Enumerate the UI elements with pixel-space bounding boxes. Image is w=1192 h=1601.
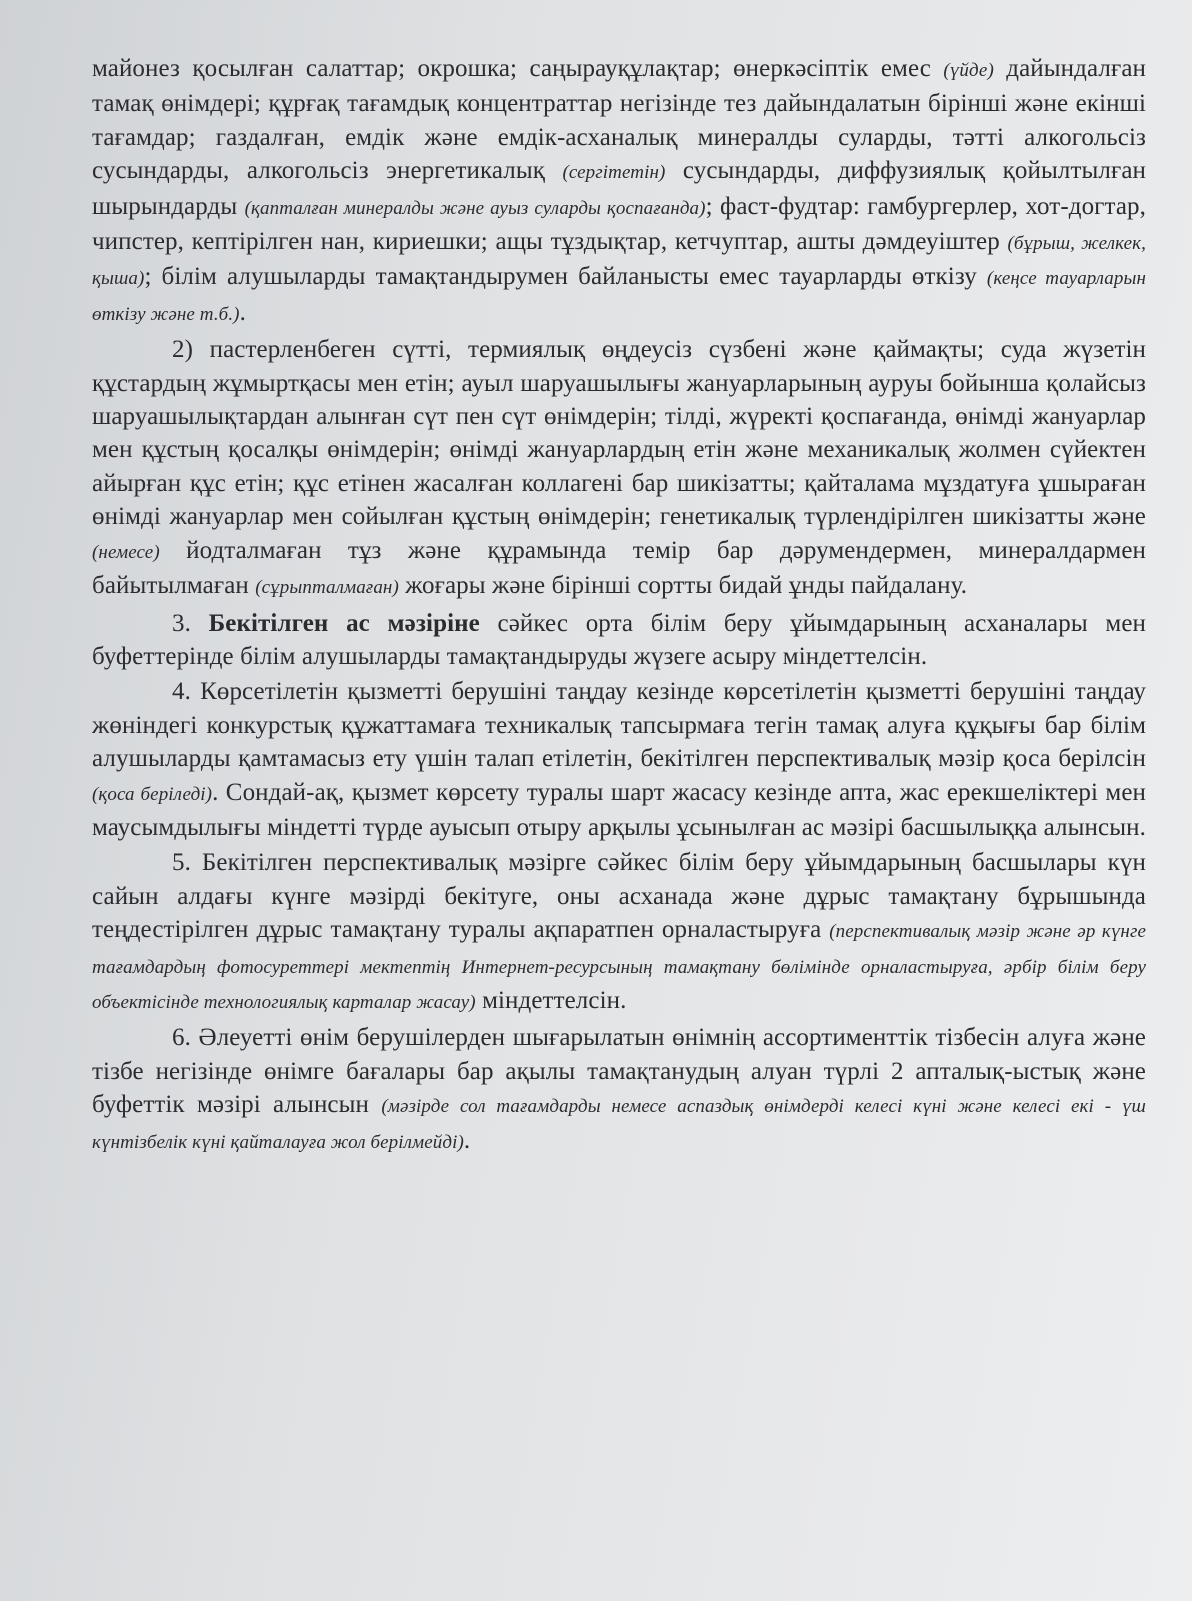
text-segment: сәйкес орта білім беру ұйымдарының асханалары мен буфеттерінде білім алушыларды тамақтандыруды жүзеге асыру міндеттелсін. [92,609,1147,670]
paragraph-1-continuation [92,52,1146,331]
text-segment: сусындарды, диффузиялық қойылтылған шырындарды [92,157,1146,220]
note-segment: (сергітетін) [562,162,666,184]
note-segment: (бұрыш, желкек, қыша) [92,233,1146,290]
text-segment: міндеттелсін. [475,986,627,1014]
note-segment: (немесе) [92,541,160,563]
text-segment: дайындалған тамақ өнімдері; құрғақ тағамдық концентраттар негізінде тез дайындалатын бірінші және екінші тағамдар; газдалған, емдік және емдік-асханалық минералды суларды, тәтті алкогольсіз сусындарды, алкогольсіз энергетикалық [92,55,1146,185]
note-segment: (сұрыпталмаған) [255,577,399,599]
bold-segment: Бекітілген ас мәзіріне [208,609,480,637]
paragraph-item-3 [92,607,1146,674]
text-segment: 6. Әлеуетті өнім берушілерден шығарылатын өнімнің ассортименттік тізбесін алуға және тізбе негізінде өнімге бағалары бар ақылы тамақтанудың алуан түрлі 2 апталық-ыстық және буфеттік мәзірі алынсын [92,1024,1146,1119]
text-segment: йодталмаған тұз және құрамында темір бар дәрумендермен, минералдармен байытылмаған [92,536,1146,600]
text-segment: . Сондай-ақ, қызмет көрсету туралы шарт жасасу кезінде апта, жас ерекшеліктері мен маусымдылығы міндетті түрде ауысып отыру арқылы ұсынылған ас мәзірі басшылыққа алынсын. [92,778,1146,841]
note-segment: (перспективалық мәзір және әр күнге тағамдардың фотосуреттері мектептің Интернет-ресурсының тамақтану бөлімінде орналастыруға, әрбір білім беру объектісінде технологиялық карталар жасау) [92,921,1147,1013]
note-segment: (қапталған минералды және ауыз суларды қоспағанда) [244,197,706,219]
paragraph-item-4 [92,675,1146,844]
paragraph-item-2 [92,333,1146,604]
text-segment: ; фаст-фудтар: гамбургерлер, хот-догтар, чипстер, кептірілген нан, кириешки; ащы тұздықтар, кетчуптар, ашты дәмдеуіштер [92,192,1146,256]
note-segment: (үйде) [943,60,994,81]
text-segment: 2) пастерленбеген сүтті, термиялық өңдеусіз сүзбені және қаймақты; суда жүзетін құстардың жұмыртқасы мен етін; ауыл шаруашылығы жануарларының ауруы бойынша қолайсыз шаруашылықтардан алынған сүт пен сүт өнімдерін; тілді, жүректі қоспағанда, өнімді жануарлар мен құстың қосалқы өнімдерін; өнімді жануарлардың етін және механикалық жолмен сүйектен айырған құс етін; құс етінен жасалған коллагені бар шикізатты; қайталама мұздатуға ұшыраған өнімді жануарлар мен сойылған құстың өнімдерін; генетикалық түрлендірілген шикізатты және [92,336,1146,531]
text-segment: жоғары және бірінші сортты бидай ұнды пайдалану. [398,572,968,600]
text-segment: майонез қосылған салаттар; окрошка; саңырауқұлақтар; өнеркәсіптік емес [92,55,944,82]
note-segment: (қоса беріледі) [92,783,213,805]
paragraph-item-6 [92,1021,1146,1159]
text-segment: 5. Бекітілген перспективалық мәзірге сәйкес білім беру ұйымдарының басшылары күн сайын алдағы күнге мәзірді бекітуге, оны асханада және дұрыс тамақтану бұрышында теңдестірілген дұрыс тамақтану туралы ақпаратпен орналастыруға [92,849,1146,944]
item-number: 3. [172,609,209,637]
text-segment: ; білім алушыларды тамақтандырумен байланысты емес тауарларды өткізу [144,263,987,291]
note-segment: (кеңсе тауарларын өткізу және т.б.) [92,268,1146,325]
text-segment: . [239,298,246,326]
text-segment: 4. Көрсетілетін қызметті берушіні таңдау кезінде көрсетілетін қызметті берушіні таңдау жөніндегі конкурстық құжаттамаға техникалық тапсырмаға тегін тамақ алуға құқығы бар білім алушыларды қамтамасыз ету үшін талап етілетін, бекітілген перспективалық мәзір қоса берілсін [92,678,1146,773]
paragraph-item-5 [92,846,1146,1019]
note-segment: (мәзірде сол тағамдарды немесе аспаздық өнімдерді келесі күні және келесі екі - үш күнтізбелік күні қайталауға жол берілмейді) [92,1096,1146,1153]
text-segment: . [463,1126,471,1154]
